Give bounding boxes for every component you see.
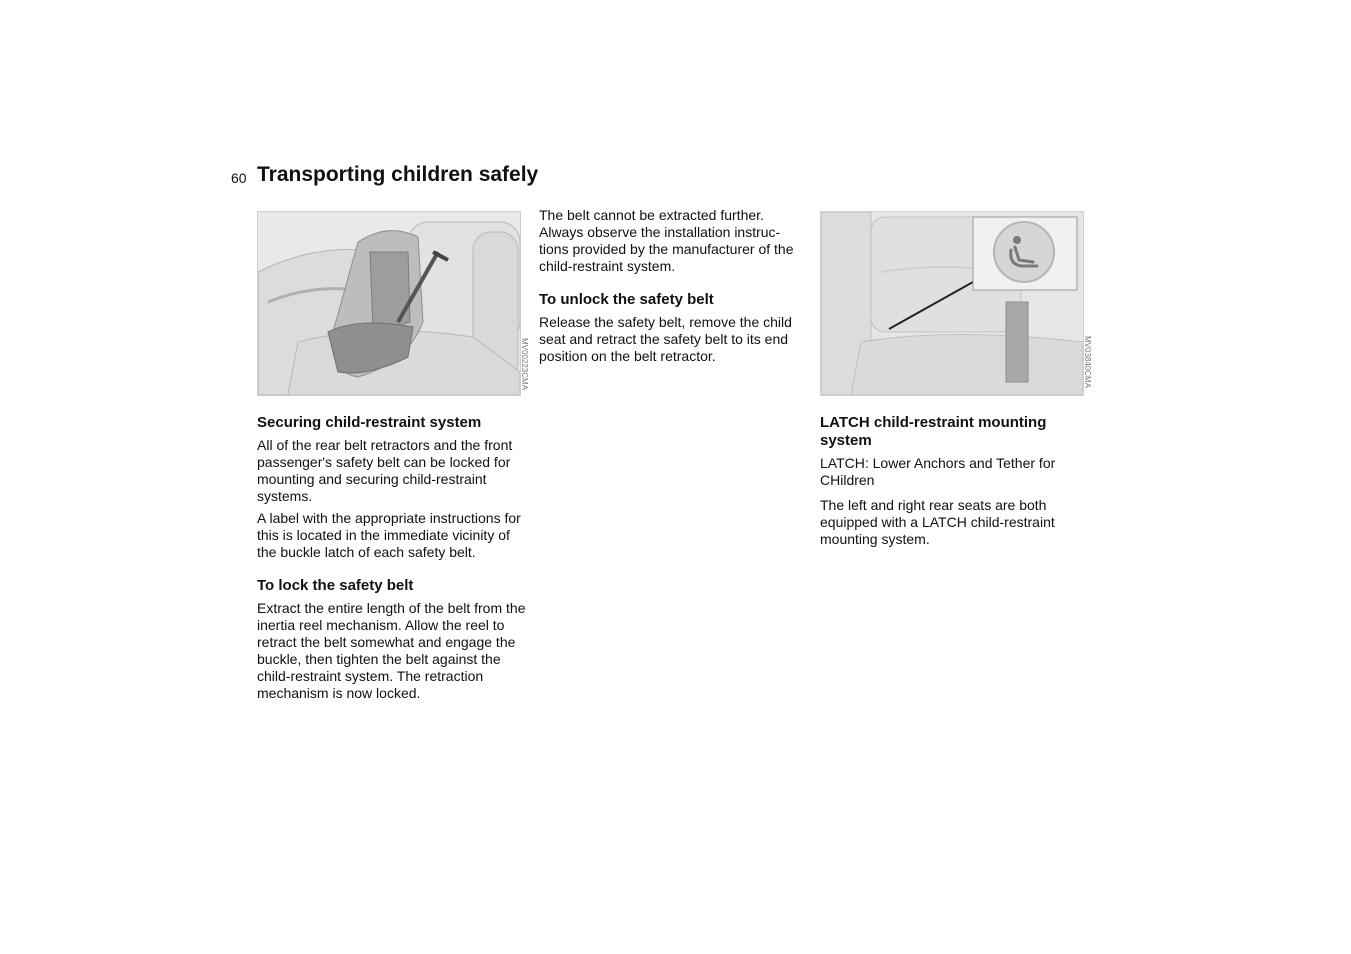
page-number: 60: [231, 170, 247, 186]
section-heading-unlock: To unlock the safety belt: [539, 291, 714, 308]
paragraph: The belt cannot be extracted further. Always observe the installation instruc-tions provided by the manufacturer of the child-restraint system.: [539, 207, 794, 274]
section-heading-latch: LATCH child-restraint mounting system: [820, 414, 1047, 449]
column-1: [257, 414, 529, 707]
paragraph: The left and right rear seats are both equipped with a LATCH child-restraint mounting system.: [820, 497, 1055, 547]
figure-code: MV00223CMA: [520, 338, 529, 391]
column-2: [539, 207, 807, 370]
child-seat-figure: [257, 211, 521, 396]
paragraph: Extract the entire length of the belt from the inertia reel mechanism. Allow the reel to retract the belt somewhat and engage the buckle, then tighten the belt against the child-restraint system. The retraction mechanism is now locked.: [257, 600, 526, 701]
figure-code: MV03840CMA: [1083, 336, 1092, 389]
section-heading-lock: To lock the safety belt: [257, 577, 414, 594]
paragraph: All of the rear belt retractors and the front passenger's safety belt can be locked for mounting and securing child-restraint systems.: [257, 437, 513, 504]
latch-anchor-figure: [820, 211, 1084, 396]
page-title: Transporting children safely: [257, 163, 539, 186]
section-heading-securing: Securing child-restraint system: [257, 414, 482, 431]
child-seat-illustration: [258, 212, 520, 395]
paragraph: A label with the appropriate instructions for this is located in the immediate vicinity of the buckle latch of each safety belt.: [257, 510, 521, 560]
paragraph: Release the safety belt, remove the child seat and retract the safety belt to its end position on the belt retractor.: [539, 314, 792, 364]
latch-anchor-illustration: [821, 212, 1083, 395]
column-3: [820, 414, 1088, 553]
paragraph: LATCH: Lower Anchors and Tether for CHildren: [820, 455, 1056, 488]
